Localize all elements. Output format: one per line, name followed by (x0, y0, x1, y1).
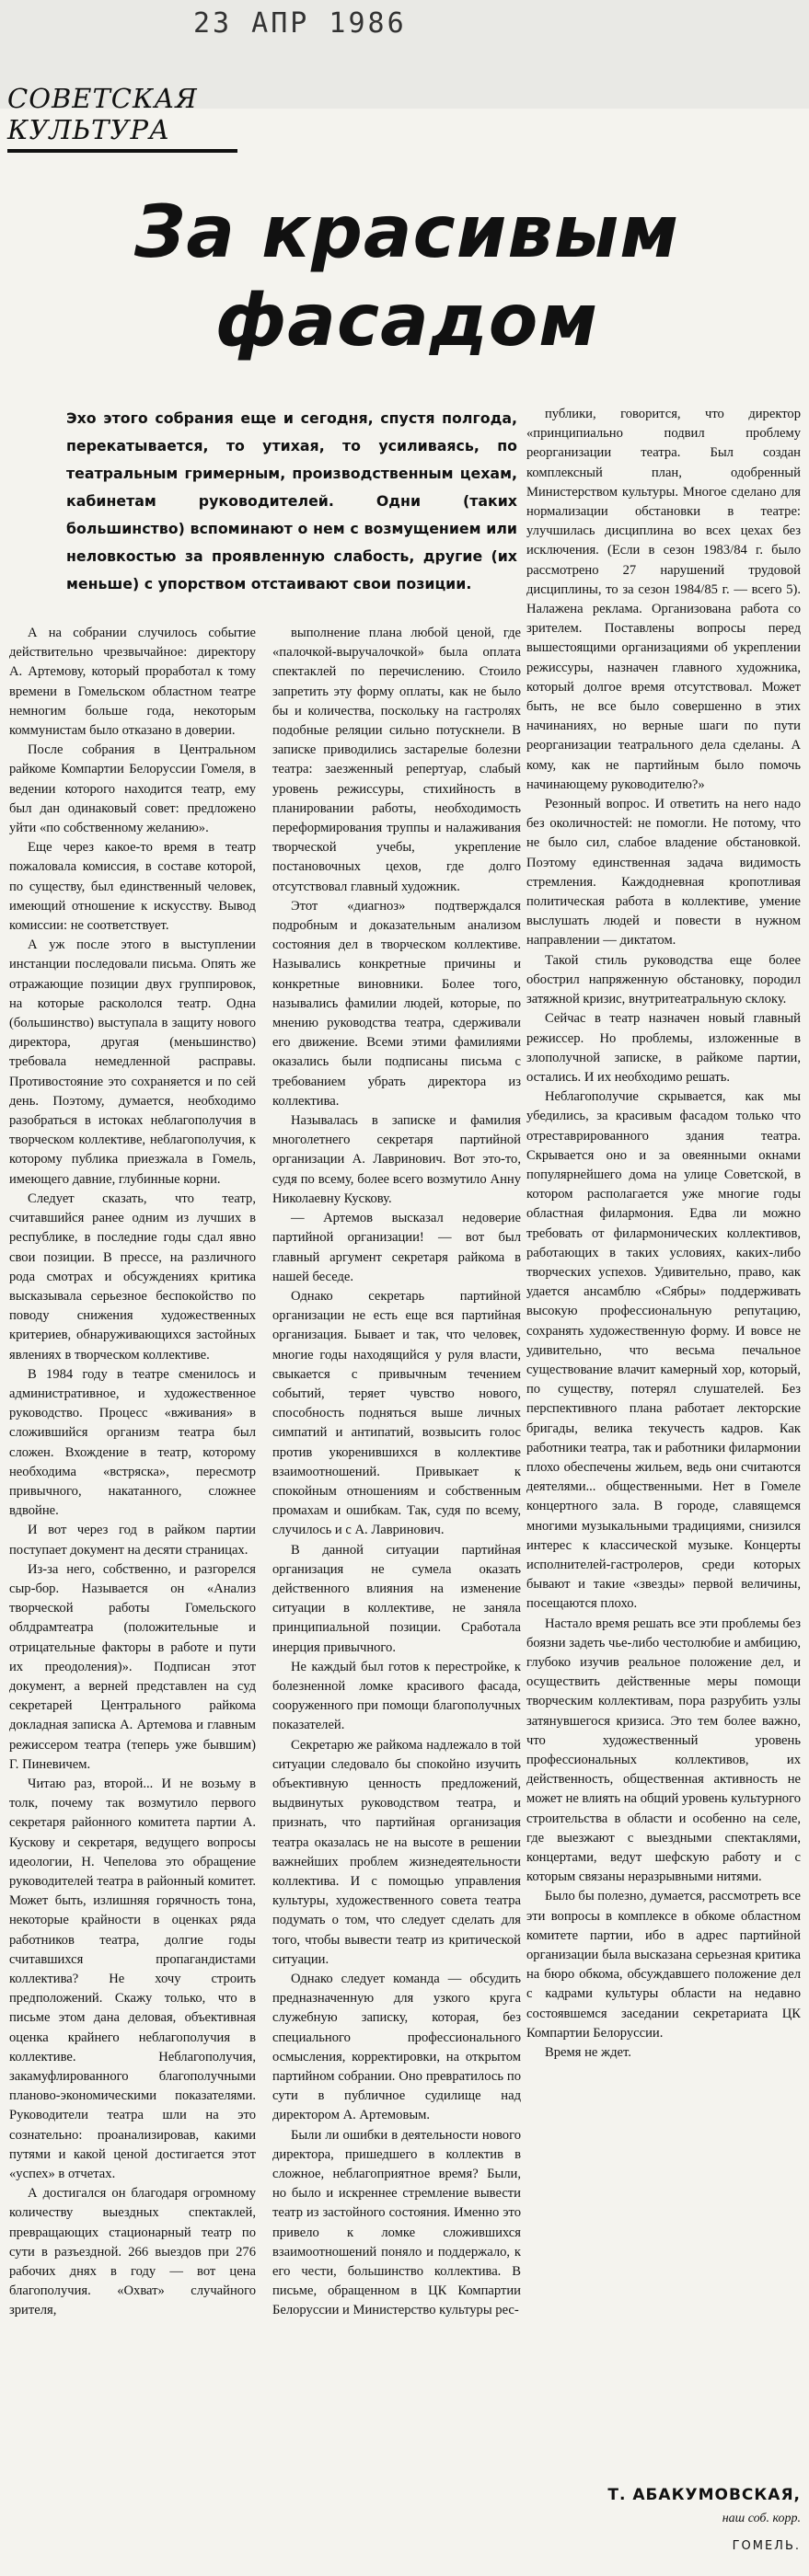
paragraph: Настало время решать все эти проблемы без боязни задеть чье-либо честолюбие и амбицию, глубоко изучив реальное положение дел, и осуществить действенные меры помощи творческим коллективам, пора разрубить узлы затянувшегося кризиса. Это тем более важно, что художественный уровень профессиональных коллективов, их действенность, общественная активность не может не влиять на общий уровень культурного строительства в области и особенно на селе, где выезжают с выездными спектаклями, концертами, ведут шефскую работу и с которым связаны неразрывными нитями. (526, 1616, 801, 1885)
masthead (7, 83, 237, 153)
headline-line-1: За красивым (133, 191, 680, 274)
paragraph: — Артемов высказал недоверие партийной организации! — вот был главный аргумент секретаря райкома в нашей беседе. (272, 1211, 521, 1284)
column-3 (526, 405, 801, 2282)
author-name: Т. АБАКУМОВСКАЯ, (607, 2486, 801, 2504)
paragraph: Были ли ошибки в деятельности нового директора, пришедшего в коллектив в сложное, неблагоприятное время? Были, но было и искреннее стремление вывести театр из застойного состояния. Именно это привело к ломке сложившихся взаимоотношений поняло и поддержало, к его чести, большинство коллектива. В письме, обращенном в ЦК Компартии Белоруссии и Министерство культуры рес- (272, 2127, 521, 2318)
date-stamp: 23 АПР 1986 (193, 7, 407, 40)
paragraph: Не каждый был готов к перестройке, к болезненной ломке красивого фасада, сооруженного при помощи благополучных показателей. (272, 1659, 521, 1733)
paragraph: Было бы полезно, думается, рассмотреть все эти вопросы в комплексе в обкоме областном комитете партии, ибо в адрес партийной организации была высказана серьезная критика на бюро обкома, обсуждавшего положение дел с кадрами культуры области на недавно состоявшемся заседании секретариата ЦК Компартии Белоруссии. (526, 1889, 801, 2041)
paragraph: Резонный вопрос. И ответить на него надо без околичностей: не помогли. Не потому, что не было сил, слабое владение обстановкой. Поэтому единственная задача видимость стремления. Каждодневная кропотливая политическая работа в коллективе, умение выслушать людей и повести в нужном направлении — диктатом. (526, 797, 801, 949)
paragraph: Такой стиль руководства еще более обострил напряженную обстановку, породил затяжной кризис, внутритеатральную склоку. (526, 952, 801, 1007)
paragraph: И вот через год в райком партии поступает документ на десяти страницах. (9, 1523, 256, 1558)
paragraph: Читаю раз, второй... И не возьму в толк, почему так возмутило первого секретаря районного комитета партии А. Кускову и секретаря, ведущего вопросы идеологии, Н. Чепелова это обращение руководителей театра в районный комитет. Может быть, излишняя горячность тона, некоторые крайности в оценках ряда работников театра, долгие годы считавшихся пропагандистами коллектива? Не хочу строить предположений. Скажу только, что в письме этом дана деловая, объективная оценка крайнего неблагополучия в коллективе. Неблагополучия, закамуфлированного благополучными планово-экономическими показателями. Руководители театра шли на это сознательно: проанализировав, какими путями и какой ценой достигается этот «успех» в отчетах. (9, 1776, 256, 2182)
paragraph: В данной ситуации партийная организация не сумела оказать действенного влияния на изменение ситуации в коллективе, не заняла принципиальной позиции. Сработала инерция привычного. (272, 1542, 521, 1655)
paragraph: Секретарю же райкома надлежало в той ситуации следовало бы спокойно изучить объективную ценность предложений, выдвинутых руководством театра, и признать, что партийная организация театра оказалась не на высоте в решении важнейших проблем жизнедеятельности коллектива. И с помощью управления культуры, художественного совета театра подумать о том, что следует сделать для того, чтобы вывести театр из критической ситуации. (272, 1737, 521, 1967)
paragraph: А на собрании случилось событие действительно чрезвычайное: директору А. Артемову, который проработал к тому времени в Гомельском областном театре немногим больше года, некоторым коммунистам было отказано в доверии. (9, 626, 256, 739)
article-lead: Эхо этого собрания еще и сегодня, спустя полгода, перекатывается, то утихая, то усиливаясь, по театральным гримерным, производственным цехам, кабинетам руководителей. Одни (таких большинство) вспоминают о нем с возмущением или неловкостью за проявленную слабость, другие (их меньше) с упорством отстаивают свои позиции. (66, 409, 517, 592)
paragraph: публики, говорится, что директор «принципиально подвил проблему реорганизации театра. Был создан комплексный план, одобренный Министерством культуры. Многое сделано для нормализации обстановки в театре: улучшилась дисциплина во всех цехах без исключения. (Если в сезон 1983/84 г. было рассмотрено 27 нарушений трудовой дисциплины, то за сезон 1984/85 г. — всего 5). Налажена реклама. Организована работа со зрителем. Поставлены вопросы перед вышестоящими организациями об укреплении режиссуры, назначен главного художника, который долгое время отсутствовал. Может быть, не все было совершенно в этих начинаниях, но верные шаги по пути реорганизации театрального дела сделаны. А кому, как не партийным было помочь начинающему руководителю?» (526, 407, 801, 792)
paragraph: выполнение плана любой ценой, где «палочкой-выручалочкой» была оплата спектаклей по перечислению. Стоило запретить эту форму оплаты, как не было бы и количества, поскольку на гастролях подобные реляции сильно потускнели. В записке приводились застарелые болезни театра: заезженный репертуар, слабый уровень режиссуры, стихийность в планировании работы, необходимость переформирования труппы и налаживания творческой учебы, укрепление постановочных цехов, где долго отсутствовал главный художник. (272, 626, 521, 894)
paragraph: После собрания в Центральном райкоме Компартии Белоруссии Гомеля, в ведении которого находится театр, ему был дан одинаковый совет: предложено уйти «по собственному желанию». (9, 742, 256, 836)
paragraph: А достигался он благодаря огромному количеству выездных спектаклей, превращающих стационарный театр по сути в разъездной. 266 выездов при 276 рабочих днях в году — вот цена благополучия. «Охват» случайного зрителя, (9, 2186, 256, 2318)
masthead-title: СОВЕТСКАЯ КУЛЬТУРА (7, 83, 198, 145)
paragraph: Этот «диагноз» подтверждался подробным и доказательным анализом состояния дел в творческом коллективе. Назывались конкретные причины и конкретные виновники. Более того, назывались фамилии людей, которые, по мнению руководства театра, сдерживали его движение. Всеми этими фамилиями оказались были подписаны письма с требованием убрать директора из коллектива. (272, 898, 521, 1109)
dateline-city: ГОМЕЛЬ. (732, 2539, 801, 2553)
paragraph: Неблагополучие скрывается, как мы убедились, за красивым фасадом только что отреставрированного здания театра. Скрывается оно и за овеянными окнами популярнейшего дома на улице Советской, в котором располагается уже многие годы областная филармония. Едва ли можно требовать от филармонических коллективов, работающих в таких условиях, каких-либо творческих успехов. Удивительно, право, как удается ансамблю «Сябры» поддерживать высокую профессиональную репутацию, сохранять художественную форму. И вовсе не удивительно, что весьма печальное существование влачит камерный хор, который, по существу, потерял слушателей. Без перспективного плана работает лекторские бригады, велика текучесть кадров. Как работники театра, так и работники филармонии плохо обеспечены жильем, ведь они считаются деятелями... общественными. Нет в Гомеле концертного зала. В городе, славящемся многими музыкальными традициями, снизился интерес к классической музыке. Концерты исполнителей-гастролеров, среди которых бывают и такие «звезды» первой величины, посещаются плохо. (526, 1089, 801, 1612)
article-headline (75, 189, 738, 365)
paragraph: Время не ждет. (545, 2045, 631, 2061)
paragraph: Сейчас в театр назначен новый главный режиссер. Но проблемы, изложенные в злополучной записке, в райкоме партии, остались. И их необходимо решать. (526, 1011, 801, 1085)
paragraph: Называлась в записке и фамилия многолетнего секретаря партийной организации А. Лавринович. Вот это-то, судя по всему, более всего возмутило Анну Николаевну Кускову. (272, 1113, 521, 1206)
author-role: наш соб. корр. (722, 2512, 801, 2525)
paragraph: В 1984 году в театре сменилось и административное, и художественное руководство. Процесс «вживания» в сложившийся организм театра был сложен. Вхождение в театр, которому необходима «встряска», пересмотр привычного, накатанного, сложнее вдвойне. (9, 1366, 256, 1519)
paragraph: Из-за него, собственно, и разгорелся сыр-бор. Называется он «Анализ творческой работы Гомельского облдрамтеатра (положительные и отрицательные факторы в работе и пути их преодоления)». Подписан этот документ, а верней представлен на суд секретарей Центрального райкома докладная записка А. Артемова и главным режиссером театра (теперь уже бывшим) Г. Пиневичем. (9, 1561, 256, 1772)
headline-line-2: фасадом (214, 280, 599, 362)
paragraph: Однако секретарь партийной организации не есть еще вся партийная организация. Бывает и так, что человек, многие годы находящийся у руля власти, свыкается с привычным течением событий, теряет чувство нового, способность подняться выше личных симпатий и антипатий, возвысить голос против укоренившихся в коллективе взаимоотношений. Привыкает к спокойным отношениям и собственным промахам и ошибкам. Так, судя по всему, случилось и с А. Лавринович. (272, 1288, 521, 1538)
paragraph: Однако следует команда — обсудить предназначенную для узкого круга служебную записку, которая, без специального профессионального осмысления, корректировки, на открытом партийном собрании. Оно превратилось по сути в публичное судилище над директором А. Артемовым. (272, 1972, 521, 2123)
paragraph: Следует сказать, что театр, считавшийся ранее одним из лучших в республике, в последние годы сдал явно свои позиции. В прессе, на различного рода смотрах и обсуждениях критика высказывала серьезное беспокойство по поводу снижения художественных критериев, обнаруживающихся застойных явлениях в творческом коллективе. (9, 1190, 256, 1363)
column-2 (272, 624, 521, 2567)
column-1 (9, 624, 256, 2567)
paragraph: Еще через какое-то время в театр пожаловала комиссия, в составе которой, по существу, был единственный человек, имеющий отношение к искусству. Вывод комиссии: не соответствует. (9, 840, 256, 934)
paragraph: А уж после этого в выступлении инстанции последовали письма. Опять же отражающие позиции двух группировок, на которые раскололся театр. Одна (большинство) выступала в защиту нового директора, другая (меньшинство) требовала немедленной расправы. Противостояние это сохраняется и по сей день. Поэтому, думается, необходимо разобраться в истоках неблагополучия в творческом коллективе, неблагополучия, к которому публика приезжала в Гомель, имеющего давние, глубинные корни. (9, 937, 256, 1187)
